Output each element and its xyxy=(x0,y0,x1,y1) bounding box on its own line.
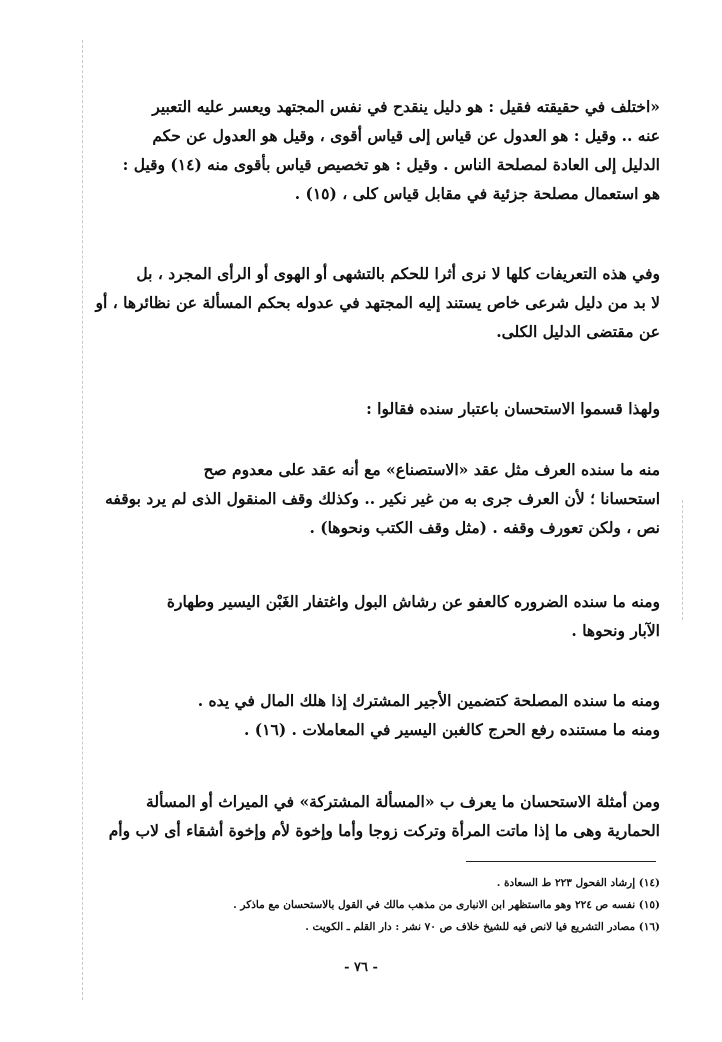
text-line: ومنه ما سنده المصلحة كتضمين الأجير المشترك إذا هلك المال في يده . xyxy=(197,691,660,710)
footnotes xyxy=(58,872,660,938)
paragraph-shared-case-example xyxy=(58,787,660,845)
text-line: عن مقتضى الدليل الكلى. xyxy=(496,322,660,341)
paragraph-division-intro xyxy=(58,394,660,423)
paragraph-custom-basis xyxy=(58,455,660,542)
text-line: ومنه ما مستنده رفع الحرج كالغبن اليسير في المعاملات . (١٦) . xyxy=(244,720,660,739)
footnote-14: (١٤) إرشاد الفحول ٢٢٣ ط السعادة . xyxy=(496,877,660,889)
text-line: الدليل إلى العادة لمصلحة الناس . وقيل : هو تخصيص قياس بأقوى منه (١٤) وقيل : xyxy=(122,155,660,174)
text-line: هو استعمال مصلحة جزئية في مقابل قياس كلى ، (١٥) . xyxy=(294,184,660,203)
text-line: استحسانا ؛ لأن العرف جرى به من غير نكير .. وكذلك وقف المنقول الذى لم يرد بوقفه xyxy=(105,489,660,508)
text-line: ومن أمثلة الاستحسان ما يعرف ب «المسألة المشتركة» في الميراث أو المسألة xyxy=(146,792,660,811)
text-line: وفي هذه التعريفات كلها لا نرى أثرا للحكم بالتشهى أو الهوى أو الرأى المجرد ، بل xyxy=(136,264,660,283)
text-line: الآبار ونحوها . xyxy=(571,621,660,640)
paragraph-interest-basis xyxy=(58,686,660,744)
text-line: منه ما سنده العرف مثل عقد «الاستصناع» مع أنه عقد على معدوم صح xyxy=(203,460,660,479)
footnote-divider xyxy=(466,861,656,862)
text-line: «اختلف في حقيقته فقيل : هو دليل ينقدح في نفس المجتهد ويعسر عليه التعبير xyxy=(152,97,660,116)
text-line: الحمارية وهى ما إذا ماتت المرأة وتركت زوجا وأما وإخوة لأم وإخوة أشقاء أى لاب وأم xyxy=(108,821,660,840)
scan-edge-mark xyxy=(682,500,683,620)
text-line: ولهذا قسموا الاستحسان باعتبار سنده فقالوا : xyxy=(366,399,660,418)
paragraph-necessity-basis xyxy=(58,587,660,645)
paragraph-definitions-commentary xyxy=(58,259,660,346)
text-line: ومنه ما سنده الضروره كالعفو عن رشاش البول واغتفار الغَبْن اليسير وطهارة xyxy=(166,592,660,611)
text-line: لا بد من دليل شرعى خاص يستند إليه المجتهد في عدوله بحكم المسألة عن نظائرها ، أو xyxy=(95,293,660,312)
page-number: - ٧٦ - xyxy=(344,960,378,975)
footnote-16: (١٦) مصادر التشريع فيا لانص فيه للشيخ خلاف ص ٧٠ نشر : دار القلم ـ الكويت . xyxy=(305,921,660,933)
text-line: نص ، ولكن تعورف وقفه . (مثل وقف الكتب ونحوها) . xyxy=(309,518,660,537)
text-line: عنه .. وقيل : هو العدول عن قياس إلى قياس أقوى ، وقيل هو العدول عن حكم xyxy=(152,126,660,145)
paragraph-istihsan-definitions xyxy=(58,92,660,208)
footnote-15: (١٥) نفسه ص ٢٢٤ وهو مااستظهر ابن الانبارى من مذهب مالك في القول بالاستحسان مع ماذكر . xyxy=(233,899,660,911)
